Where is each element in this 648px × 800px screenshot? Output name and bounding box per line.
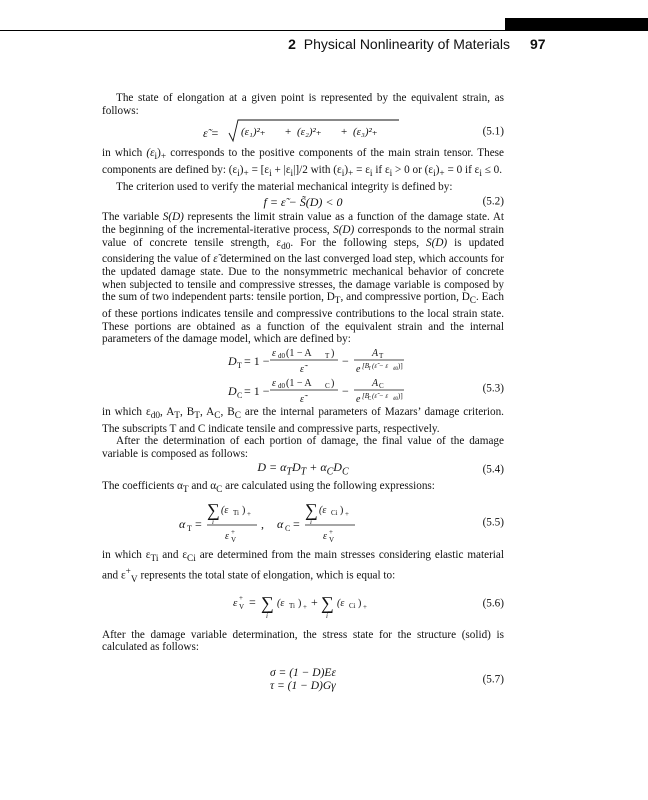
eq53-e: e — [356, 363, 361, 375]
paragraph-criterion: The criterion used to verify the material mechanical integrity is defined by: — [116, 180, 453, 193]
subscript: T — [286, 466, 292, 478]
chapter-number: 2 — [288, 36, 296, 52]
eq53-exp-d0: d0 — [393, 366, 398, 372]
eq53-num-eps: ε — [272, 347, 276, 359]
eq53-dc-e: e — [356, 393, 361, 405]
text-run: in which ε — [102, 549, 151, 562]
text-run: = 0 if ε — [444, 164, 480, 177]
page-number: 97 — [530, 36, 546, 52]
subscript: d0 — [281, 241, 291, 252]
text-run: = ε — [353, 164, 370, 177]
equation-5-2 — [102, 193, 504, 211]
eq55-ci: Ci — [331, 509, 338, 518]
math-run: ε̃ — [213, 253, 218, 266]
eq53-dc-num-sub-c: C — [325, 381, 330, 390]
paragraph-limit-strain — [102, 211, 504, 345]
eq53-num-end: ) — [331, 347, 335, 359]
paragraph-coefficients — [102, 480, 504, 497]
eq55-sum2: ∑ — [305, 500, 318, 521]
equation-5-4 — [102, 460, 504, 480]
eq55-den1: ε — [225, 531, 229, 543]
text-run: The variable — [102, 211, 163, 224]
subscript: C — [216, 485, 223, 496]
eq56-sum2-i: i — [326, 611, 328, 620]
subscript: Ci — [187, 554, 196, 565]
equation-number: (5.1) — [482, 125, 504, 138]
eq56-ti: Ti — [289, 601, 295, 610]
text-run: corresponds to the positive components of the main strain tensor. These components are defined by: (ε — [102, 147, 504, 177]
text-run: in which — [102, 147, 147, 160]
text-run: ≤ 0. — [481, 164, 503, 177]
text-run: is updated considering the value of — [102, 236, 504, 266]
subscript: C — [341, 466, 349, 478]
subscript: C — [469, 296, 477, 307]
eq55-open2: (ε — [319, 505, 327, 517]
eq55-alpha-t-sub: T — [187, 524, 192, 534]
subscript: V — [130, 575, 138, 586]
equation-number: (5.4) — [482, 464, 504, 477]
eq56-eq: = — [249, 594, 256, 609]
eq53-dc-frac2-num: A — [372, 377, 379, 389]
paragraph-internal-parameters — [102, 406, 504, 435]
math-run: + α — [306, 460, 327, 475]
subscript: + — [439, 169, 445, 180]
math-run: S(D) — [426, 236, 448, 249]
text-run: represents the limit strain value as a function of the damage state. At the beginning of the incremental-iterative process, — [102, 211, 505, 237]
subscript: i — [389, 169, 393, 180]
equation-number: (5.7) — [482, 673, 504, 686]
eq55-den2-sup: + — [329, 528, 333, 537]
subscript: i — [433, 169, 436, 180]
subscript: i — [341, 169, 345, 180]
subscript: i — [479, 169, 482, 180]
chapter-title: Physical Nonlinearity of Materials — [303, 36, 510, 52]
eq57-lines — [270, 667, 336, 693]
math-run: (ε — [146, 147, 155, 160]
eq51-term1: (ε₁)²₊ — [241, 126, 266, 139]
eq53-dt: D — [228, 353, 237, 368]
eq56-sum1: ∑ — [261, 592, 274, 613]
text-run: , and compressive portion, D — [340, 291, 470, 304]
equation-number: (5.2) — [482, 196, 504, 209]
subscript: C — [326, 466, 334, 478]
eq56-sum1-i: i — [266, 611, 268, 620]
eq53-dc-exp-sub: C — [368, 396, 372, 402]
paragraph-final-value: After the determination of each portion of damage, the final value of the damage variable is composed as follows: — [102, 435, 504, 460]
equation-number: (5.5) — [482, 516, 504, 529]
text-run: The coefficients α — [102, 480, 183, 493]
subscript: i — [290, 169, 294, 180]
eq57-line1: σ = (1 − D)Eε — [270, 666, 336, 679]
paragraph-stress-state: After the damage variable determination, the stress state for the structure (solid) is calculated as follows: — [102, 628, 504, 654]
subscript: C — [234, 411, 241, 422]
eq55-den1-sup: + — [231, 528, 235, 537]
subscript: T — [300, 466, 307, 478]
paragraph-elongation: The state of elongation at a given point is represented by the equivalent strain, as follows: — [102, 92, 504, 117]
eq56-lhs-sub: V — [239, 602, 245, 611]
equation-5-3 — [102, 346, 504, 406]
eq56-plus: + — [311, 594, 318, 609]
eq55-open1: (ε — [221, 505, 229, 517]
header-rule — [0, 30, 648, 31]
superscript: + — [125, 567, 131, 578]
eq56-ci: Ci — [349, 601, 356, 610]
equation-number: (5.3) — [482, 382, 504, 395]
subscript: d0 — [150, 411, 161, 422]
subscript: i — [154, 152, 158, 163]
eq52-text: f = ε̃ − S̃(D) < 0 — [263, 195, 343, 210]
eq55-sum1: ∑ — [207, 500, 220, 521]
eq53-dc-frac2-sub: C — [379, 381, 384, 390]
eq54-text — [257, 461, 348, 479]
subscript: i — [369, 169, 373, 180]
math-run: D — [291, 460, 301, 475]
text-run: determined on the last converged load step, which accounts for the updated damage state. Due to the nonsymmetric mechanical behavior of concrete when subjected to tensile and compressive stresses, the damage variable is composed by the sum of two independent parts: tensile portion, D — [102, 253, 504, 304]
subscript: + — [348, 169, 354, 180]
equation-5-1-svg — [203, 117, 403, 147]
eq55-plus2: + — [345, 510, 349, 519]
eq55-alpha-c: α — [277, 517, 284, 532]
eq55-den2-sub: V — [329, 536, 335, 545]
subscript: T — [334, 296, 341, 307]
eq53-dc-exp-d0: d0 — [393, 396, 398, 402]
running-head — [0, 36, 510, 52]
text-run: . Each of these portions indicates tensile and compressive contributions to the local strain state. These portions are obtained as a function of the equivalent strain and the internal parameters of the damage model, which are defined by: — [102, 291, 504, 346]
text-run: in which ε — [102, 405, 151, 418]
text-run: and ε — [158, 549, 188, 562]
paragraph-elastic-material — [102, 549, 504, 586]
eq55-alpha-t: α — [179, 517, 186, 532]
math-run: D — [333, 460, 342, 475]
eq55-ti: Ti — [233, 509, 239, 518]
text-run: are determined from the main stresses considering elastic material and ε — [102, 549, 504, 582]
subscript: i — [269, 169, 272, 180]
eq55-eq2: = — [293, 517, 300, 532]
eq53-dc-sub: C — [237, 390, 243, 400]
text-run: , A — [160, 405, 175, 418]
text-run: corresponds to the normal strain value of concrete tensile strength, ε — [102, 224, 504, 249]
eq56-close2: ) — [358, 597, 362, 609]
equation-5-3-svg — [102, 346, 504, 406]
eq55-sum1-i: i — [212, 518, 214, 527]
eq56-open2: (ε — [337, 597, 345, 609]
eq53-dc-num-sub: d0 — [278, 381, 285, 390]
equation-5-1 — [102, 117, 504, 147]
eq53-num-sub: d0 — [278, 351, 285, 360]
eq53-dc-den: ε̃ — [300, 393, 304, 405]
eq55-eq1: = — [195, 517, 202, 532]
eq55-plus1: + — [247, 510, 251, 519]
equation-5-5 — [102, 497, 504, 549]
text-run: = [ε — [248, 164, 270, 177]
subscript: Ti — [150, 554, 159, 565]
paragraph-positive-components: in which $(\varepsilon_i)_+$ corresponds to the positive components of the main strain tensor. These components are defined by: $(\varepsilon_i)_+ = [\varepsilon_i + |\varepsilon_i|]/2$ with $(\varepsilon_i)_+ = \varepsilon_i$ if $\varepsilon_i > 0$ or $(\varepsilon_i)_+ = 0$ if $\varepsilon_i \le 0$. — [102, 147, 504, 180]
body-text — [102, 92, 504, 700]
eq53-dc-exp-end: )] — [398, 391, 403, 400]
math-run: S(D) — [333, 224, 355, 237]
eq55-den2: ε — [323, 531, 327, 543]
text-run: , A — [199, 405, 215, 418]
text-run: and α — [188, 480, 217, 493]
text-run: if ε — [372, 164, 390, 177]
eq53-dc-rhs: = 1 − — [244, 383, 270, 398]
eq53-dt-rhs: = 1 − — [244, 353, 270, 368]
eq53-dc-num-end: ) — [331, 377, 335, 389]
eq53-num-rest: (1 − A — [286, 347, 312, 359]
eq53-exp-rest: (ε̃ − ε — [372, 361, 389, 370]
text-run: . For the following steps, — [290, 236, 427, 249]
subscript: + — [243, 169, 249, 180]
header-bar — [505, 18, 648, 30]
eq57-line2: τ = (1 − D)Gγ — [270, 679, 336, 692]
eq56-close1: ) — [298, 597, 302, 609]
math-run: D = α — [257, 460, 287, 475]
equation-5-6 — [102, 587, 504, 621]
eq56-lhs-sup: + — [239, 593, 243, 602]
eq53-frac2-sub: T — [379, 351, 384, 360]
eq53-dc-minus: − — [342, 383, 349, 398]
eq56-sum2: ∑ — [321, 592, 334, 613]
eq55-comma: , — [261, 517, 264, 532]
eq56-open1: (ε — [277, 597, 285, 609]
text-run: are calculated using the following expressions: — [222, 480, 435, 493]
subscript: + — [160, 152, 167, 163]
text-run: > 0 or (ε — [392, 164, 434, 177]
eq55-den1-sub: V — [231, 536, 237, 545]
text-run: + |ε — [271, 164, 291, 177]
subscript: i — [237, 169, 240, 180]
eq53-den: ε̃ — [300, 363, 304, 375]
eq53-dc-exp-rest: (ε̃ − ε — [372, 391, 389, 400]
subscript: T — [174, 411, 180, 422]
eq53-exp: [B — [362, 361, 369, 370]
eq53-dc-num-eps: ε — [272, 377, 276, 389]
text-run: represents the total state of elongation, which is equal to: — [137, 569, 396, 582]
eq55-close1: ) — [242, 505, 246, 517]
eq53-frac2-num: A — [372, 347, 379, 359]
math-run: S(D) — [162, 211, 184, 224]
subscript: T — [182, 485, 189, 496]
eq53-minus: − — [342, 353, 349, 368]
equation-5-5-svg — [153, 497, 453, 549]
text-run: , B — [220, 405, 235, 418]
subscript: T — [194, 411, 200, 422]
equation-5-7 — [102, 660, 504, 700]
text-run: are the internal parameters of Mazars’ damage criterion. The subscripts T and C indicate tensile and compressive parts, respectively. — [102, 405, 504, 435]
eq53-exp-end: )] — [398, 361, 403, 370]
eq56-plus-sub2: + — [363, 602, 367, 611]
text-run: , B — [180, 405, 195, 418]
subscript: C — [214, 411, 221, 422]
equation-5-6-svg — [213, 587, 393, 621]
eq55-close2: ) — [340, 505, 344, 517]
eq51-plus2: + — [341, 126, 348, 139]
eq55-alpha-c-sub: C — [285, 524, 291, 534]
eq51-plus1: + — [285, 126, 292, 139]
eq55-sum2-i: i — [310, 518, 312, 527]
eq53-dc-exp: [B — [362, 391, 369, 400]
text-run: |]/2 with (ε — [293, 164, 342, 177]
eq51-lhs: ε̃ = — [203, 126, 219, 141]
eq53-dc: D — [228, 383, 237, 398]
eq51-term2: (ε₂)²₊ — [297, 126, 322, 139]
eq53-dc-num-rest: (1 − A — [286, 377, 312, 389]
eq56-plus-sub1: + — [303, 602, 307, 611]
eq56-lhs: ε — [233, 596, 238, 609]
eq51-term3: (ε₃)²₊ — [353, 126, 378, 139]
equation-number: (5.6) — [482, 597, 504, 610]
eq53-dt-sub: T — [237, 360, 242, 370]
eq53-exp-sub: T — [368, 366, 372, 372]
eq53-num-sub-t: T — [325, 351, 330, 360]
